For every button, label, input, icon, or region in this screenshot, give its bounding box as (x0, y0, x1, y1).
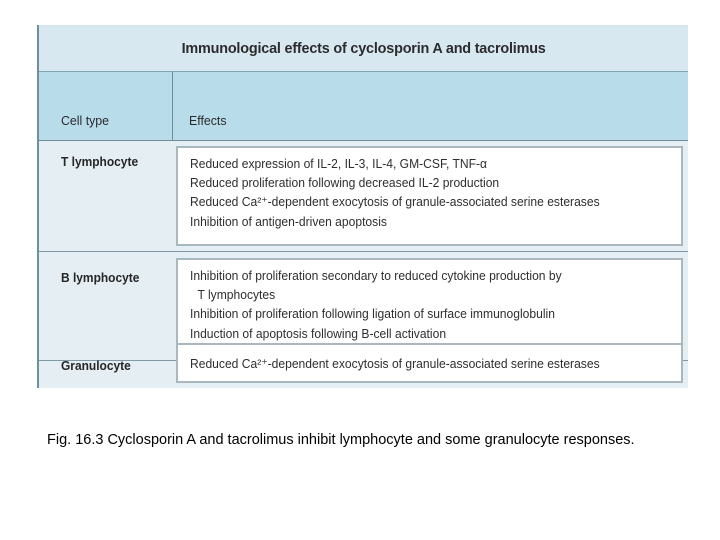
effect-line: Inhibition of antigen-driven apoptosis (190, 213, 387, 229)
effects-box (176, 343, 683, 383)
table-title-bar (39, 25, 688, 72)
effect-line: Reduced expression of IL-2, IL-3, IL-4, GM-CSF, TNF-α (190, 156, 488, 171)
effect-line: T lymphocytes (197, 287, 276, 303)
table-title: Immunological effects of cyclosporin A and tacrolimus (181, 39, 546, 57)
table-row-t-lymphocyte (39, 141, 688, 252)
header-divider (172, 72, 173, 140)
effect-line: Inhibition of proliferation secondary to reduced cytokine production by (190, 268, 562, 283)
header-effects: Effects (189, 113, 227, 128)
effects-box (176, 146, 683, 246)
effect-line: Reduced proliferation following decreased IL-2 production (190, 175, 500, 191)
effects-box (176, 258, 683, 354)
table-header-row (39, 72, 688, 141)
header-cell-type: Cell type (61, 113, 110, 128)
table-figure (37, 25, 688, 388)
effect-line: Reduced Ca²⁺-dependent exocytosis of granule-associated serine esterases (190, 356, 600, 371)
cell-type-label: T lymphocyte (61, 154, 139, 169)
effect-line: Reduced Ca²⁺-dependent exocytosis of granule-associated serine esterases (190, 194, 600, 210)
cell-type-label: B lymphocyte (61, 270, 140, 285)
cell-type-label: Granulocyte (61, 358, 131, 373)
figure-caption: Fig. 16.3 Cyclosporin A and tacrolimus inhibit lymphocyte and some granulocyte responses. (47, 432, 635, 448)
effect-line: Inhibition of proliferation following ligation of surface immunoglobulin (190, 306, 555, 322)
effect-line: Induction of apoptosis following B-cell activation (190, 325, 447, 341)
